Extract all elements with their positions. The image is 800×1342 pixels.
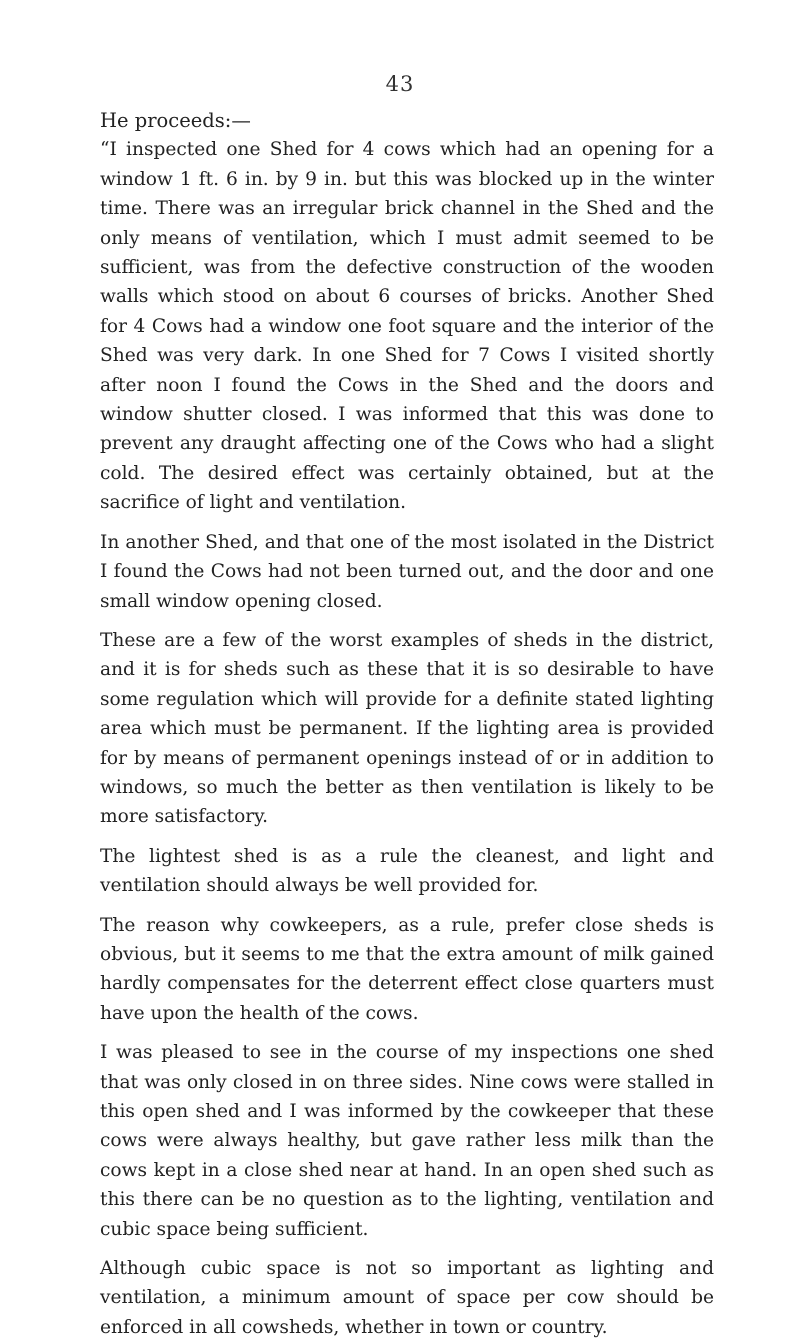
paragraph-7: Although cubic space is not so important as lighting and ventilation, a minimum amount of space per cow should be enforced in all cowsheds, whether in town or country. — [100, 1258, 714, 1338]
paragraph-6: I was pleased to see in the course of my inspections one shed that was only closed in on three sides. Nine cows were stalled in this open shed and I was informed by the cowkeeper that these cows were always healthy, but gave rather less milk than the cows kept in a close shed near at hand. In an open shed such as this there can be no question as to the lighting, ventilation and cubic space being sufficient. — [100, 1042, 714, 1240]
paragraph-2: In another Shed, and that one of the most isolated in the District I found the Cows had not been turned out, and the door and one small window opening closed. — [100, 531, 714, 612]
paragraph-5: The reason why cowkeepers, as a rule, prefer close sheds is obvious, but it seems to me that the extra amount of milk gained hardly compensates for the deterrent effect close quarters must have upon the health of the cows. — [100, 914, 714, 1024]
paragraph-3: These are a few of the worst examples of sheds in the district, and it is for sheds such as these that it is so desirable to have some regulation which will provide for a definite stated lighting area which must be permanent. If the lighting area is provided for by means of permanent openings instead of or in addition to windows, so much the better as then ventilation is likely to be more satisfactory. — [100, 629, 714, 828]
body-text — [100, 106, 714, 1342]
lead-in: He proceeds:— — [100, 109, 251, 132]
paragraph-4: The lightest shed is as a rule the cleanest, and light and ventilation should always be well provided for. — [100, 845, 714, 897]
page-number: 43 — [385, 72, 415, 96]
paragraph-1: “I inspected one Shed for 4 cows which had an opening for a window 1 ft. 6 in. by 9 in. but this was blocked up in the winter time. There was an irregular brick channel in the Shed and the only means of ventilation, which I must admit seemed to be sufficient, was from the defective construction of the wooden walls which stood on about 6 courses of bricks. Another Shed for 4 Cows had a window one foot square and the interior of the Shed was very dark. In one Shed for 7 Cows I visited shortly after noon I found the Cows in the Shed and the doors and window shutter closed. I was informed that this was done to prevent any draught affecting one of the Cows who had a slight cold. The desired effect was certainly obtained, but at the sacrifice of light and ventilation. — [100, 139, 714, 514]
